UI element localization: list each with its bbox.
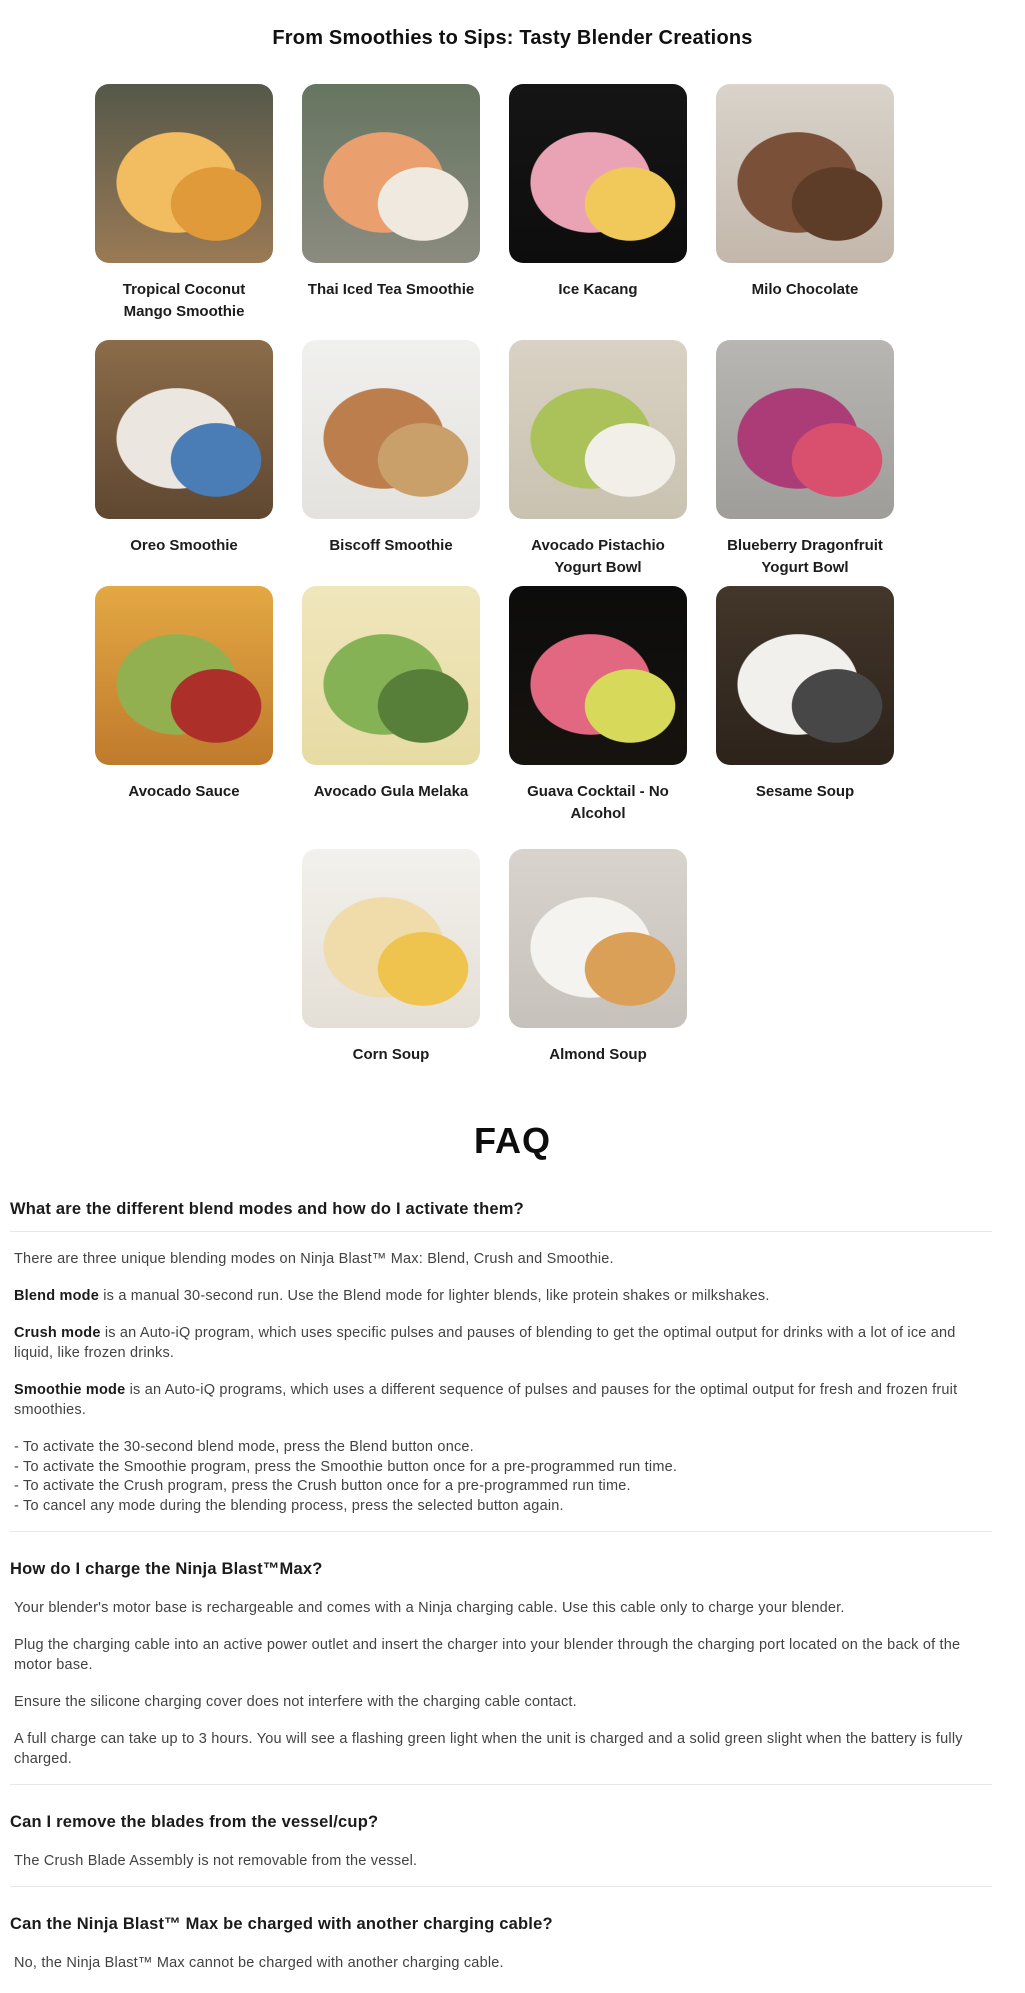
recipe-grid-row [95, 340, 894, 579]
recipe-card [509, 340, 687, 579]
recipe-caption: Avocado Pistachio Yogurt Bowl [531, 537, 665, 576]
recipe-card [95, 586, 273, 825]
recipe-caption: Blueberry Dragonfruit Yogurt Bowl [727, 537, 883, 576]
recipe-image[interactable] [716, 340, 894, 519]
faq-question[interactable]: Can I remove the blades from the vessel/cup? [10, 1813, 379, 1831]
faq-answer-paragraph: Your blender's motor base is rechargeable and comes with a Ninja charging cable. Use this cable only to charge your blender. [14, 1600, 845, 1616]
faq-answer-paragraph: The Crush Blade Assembly is not removable from the vessel. [14, 1853, 418, 1869]
recipe-caption: Tropical Coconut Mango Smoothie [122, 281, 246, 320]
recipe-card [95, 84, 273, 323]
recipe-caption: Ice Kacang [558, 281, 638, 298]
recipe-caption: Oreo Smoothie [130, 537, 238, 554]
recipe-faq-page [0, 26, 1025, 1993]
recipe-grid-row [95, 849, 894, 1066]
recipe-card [716, 586, 894, 825]
recipe-image[interactable] [302, 849, 480, 1028]
recipe-card [302, 586, 480, 825]
recipe-card [716, 340, 894, 579]
recipe-card [302, 849, 480, 1066]
recipe-caption: Milo Chocolate [751, 281, 859, 298]
divider [10, 1784, 992, 1785]
recipe-card [716, 84, 894, 323]
faq-answer-paragraph: A full charge can take up to 3 hours. You will see a flashing green light when the unit is charged and a solid green slight when the battery is fully charged. [14, 1731, 963, 1767]
faq-answer-paragraph: Crush mode is an Auto-iQ program, which uses specific pulses and pauses of blending to get the optimal output for drinks with a lot of ice and liquid, like frozen drinks. [14, 1325, 956, 1361]
faq-answer [10, 1953, 992, 1973]
faq-question[interactable]: What are the different blend modes and how do I activate them? [10, 1200, 524, 1218]
recipe-card [509, 84, 687, 323]
recipe-image[interactable] [509, 340, 687, 519]
faq-answer-paragraph: Ensure the silicone charging cover does not interfere with the charging cable contact. [14, 1694, 577, 1710]
recipe-image[interactable] [95, 84, 273, 263]
recipe-caption: Sesame Soup [755, 783, 855, 800]
recipe-image[interactable] [302, 586, 480, 765]
recipe-image[interactable] [716, 586, 894, 765]
divider [10, 1886, 992, 1887]
recipe-image[interactable] [509, 84, 687, 263]
faq-question[interactable]: How do I charge the Ninja Blast™Max? [10, 1560, 323, 1578]
recipe-card [509, 586, 687, 825]
recipe-card [302, 340, 480, 579]
faq-section [10, 1198, 992, 1973]
recipe-card [95, 340, 273, 579]
faq-answer-paragraph: Blend mode is a manual 30-second run. Use the Blend mode for lighter blends, like protein shakes or milkshakes. [14, 1288, 770, 1304]
recipe-caption: Almond Soup [549, 1046, 647, 1063]
faq-answer-steps [14, 1438, 992, 1516]
divider [10, 1531, 992, 1532]
recipe-grid-row [95, 84, 894, 323]
faq-answer-paragraph: No, the Ninja Blast™ Max cannot be charged with another charging cable. [14, 1955, 504, 1971]
recipe-image[interactable] [95, 340, 273, 519]
recipe-caption: Corn Soup [352, 1046, 430, 1063]
recipe-image[interactable] [302, 84, 480, 263]
faq-answer-paragraph: Smoothie mode is an Auto-iQ programs, which uses a different sequence of pulses and pauses for the optimal output for fresh and frozen fruit smoothies. [14, 1382, 958, 1418]
faq-step-line: - To activate the Crush program, press the Crush button once for a pre-programmed run time. [14, 1478, 631, 1494]
faq-step-line: - To cancel any mode during the blending process, press the selected button again. [14, 1497, 564, 1514]
faq-heading: FAQ [473, 1120, 551, 1161]
recipe-caption: Biscoff Smoothie [329, 537, 453, 554]
recipe-grid [95, 84, 894, 1066]
recipe-image[interactable] [509, 849, 687, 1028]
divider [10, 1231, 992, 1232]
recipe-grid-row [95, 586, 894, 825]
recipe-caption: Avocado Gula Melaka [313, 783, 469, 800]
faq-answer-paragraph: Plug the charging cable into an active power outlet and insert the charger into your blender through the charging port located on the back of the motor base. [14, 1637, 961, 1673]
faq-question[interactable]: Can the Ninja Blast™ Max be charged with another charging cable? [10, 1915, 553, 1933]
recipe-card [302, 84, 480, 323]
faq-answer-paragraph: There are three unique blending modes on Ninja Blast™ Max: Blend, Crush and Smoothie. [14, 1251, 614, 1267]
recipe-caption: Thai Iced Tea Smoothie [307, 281, 475, 298]
recipe-card [509, 849, 687, 1066]
recipe-image[interactable] [716, 84, 894, 263]
recipe-caption: Avocado Sauce [128, 783, 240, 800]
recipe-caption: Guava Cocktail - No Alcohol [527, 783, 669, 822]
faq-answer [10, 1249, 992, 1516]
recipe-image[interactable] [95, 586, 273, 765]
faq-step-line: - To activate the Smoothie program, press the Smoothie button once for a pre-programmed run time. [14, 1458, 678, 1475]
faq-answer [10, 1851, 992, 1871]
faq-answer [10, 1598, 992, 1769]
faq-step-line: - To activate the 30-second blend mode, press the Blend button once. [14, 1439, 474, 1455]
recipe-image[interactable] [302, 340, 480, 519]
recipe-image[interactable] [509, 586, 687, 765]
page-title: From Smoothies to Sips: Tasty Blender Creations [272, 27, 753, 49]
